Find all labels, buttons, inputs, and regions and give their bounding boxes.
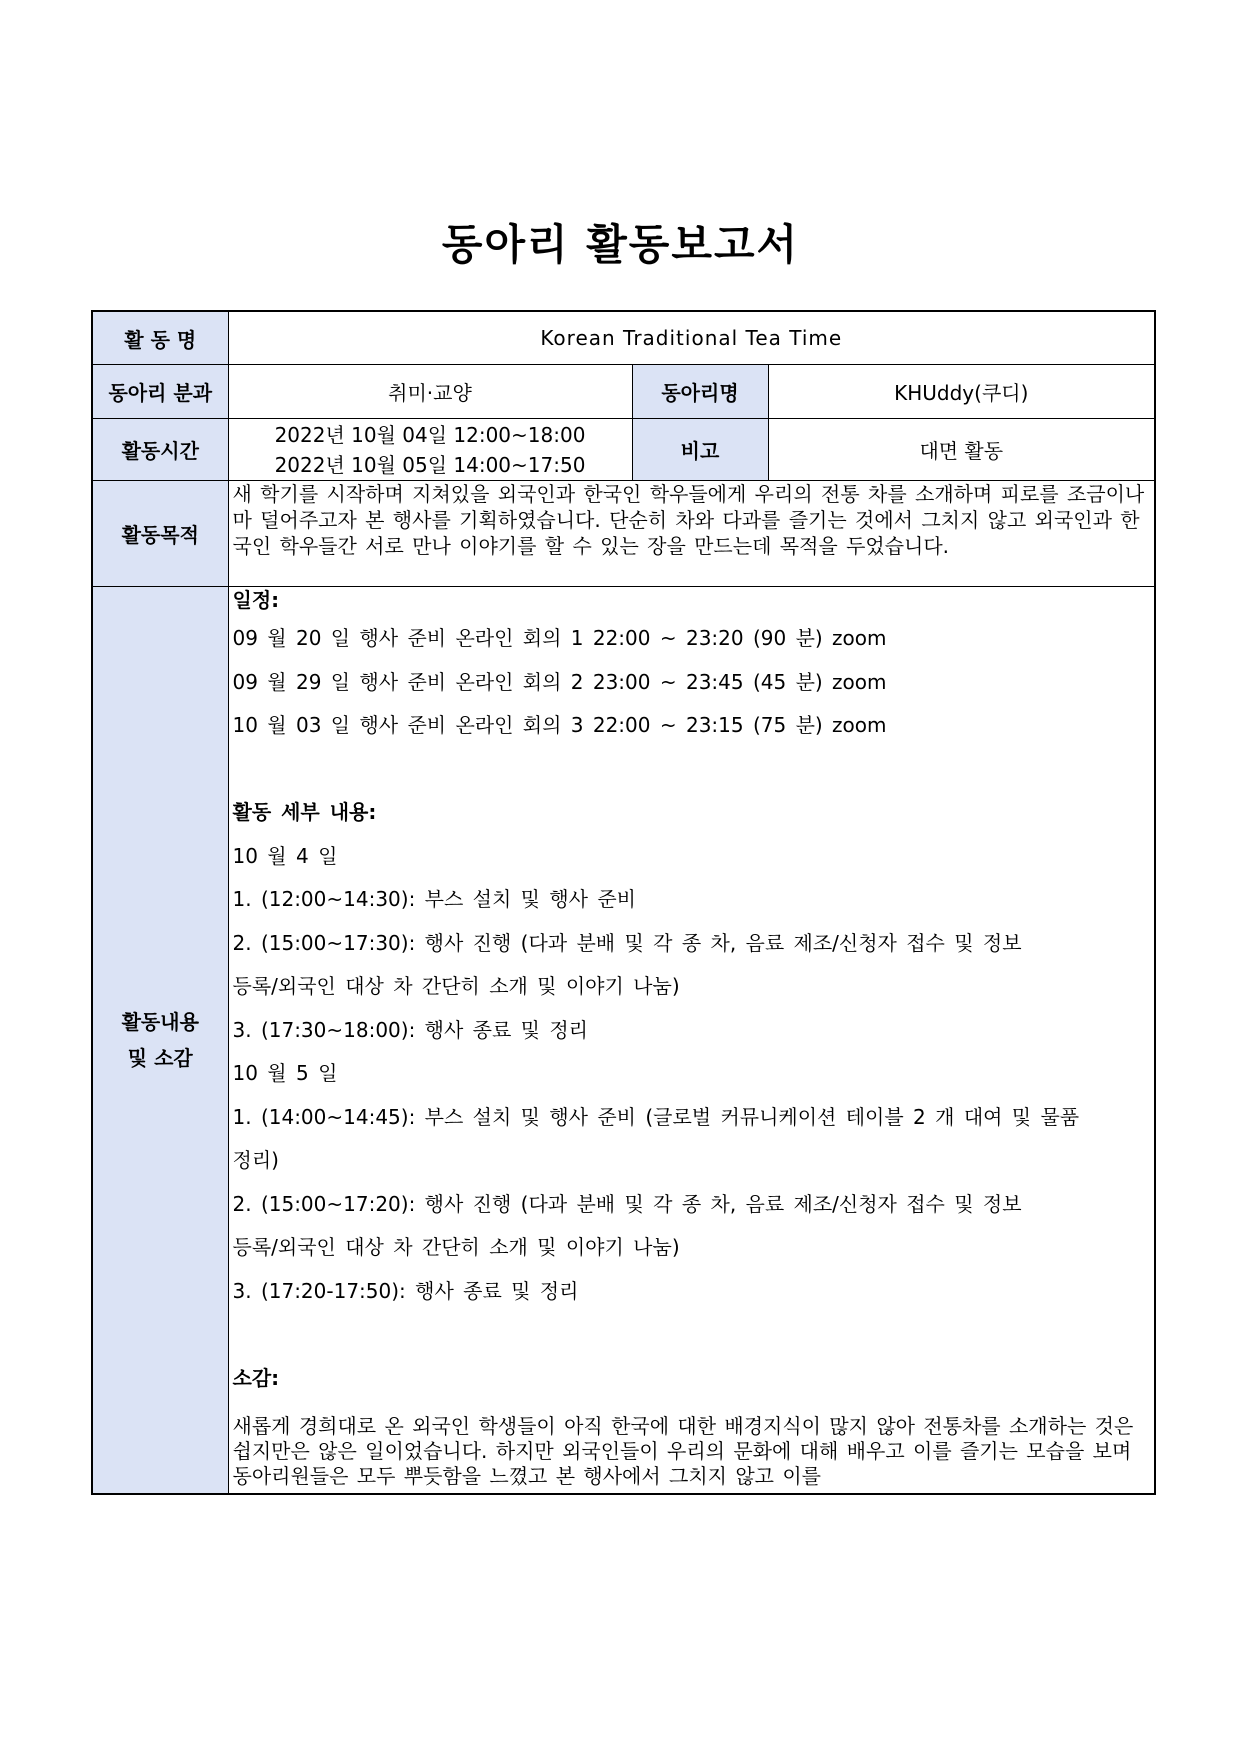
- details-heading: 활동 세부 내용:: [232, 800, 377, 824]
- label-purpose: 활동목적: [92, 481, 228, 587]
- schedule-item: 09 월 29 일 행사 준비 온라인 회의 2 23:00 ~ 23:45 (45 분) zoom: [232, 669, 887, 694]
- details-line: 정리): [232, 1148, 279, 1172]
- label-activity-time: 활동시간: [92, 419, 228, 481]
- label-content-line-2: 및 소감: [127, 1046, 193, 1070]
- row-purpose: [92, 481, 1155, 587]
- label-club-name: 동아리명: [632, 365, 768, 419]
- impression-text: 새롭게 경희대로 온 외국인 학생들이 아직 한국에 대한 배경지식이 많지 않아 전통차를 소개하는 것은 쉽지만은 않은 일이었습니다. 하지만 외국인들이 우리의 문화에 대해 배우고 이를 즐기는 모습을 보며 동아리원들은 모두 뿌듯함을 느꼈고 본 행사에서 그치지 않고 이를: [232, 1414, 1134, 1488]
- activity-time-line-1: 2022년 10월 04일 12:00~18:00: [274, 422, 586, 447]
- activity-time-line-2: 2022년 10월 05일 14:00~17:50: [274, 452, 586, 477]
- value-content: [228, 587, 1155, 1495]
- row-activity-time: [92, 419, 1155, 481]
- spacer: [233, 1313, 1151, 1357]
- label-note: 비고: [632, 419, 768, 481]
- details-line: 2. (15:00~17:30): 행사 진행 (다과 분배 및 각 종 차, 음료 제조/신청자 접수 및 정보: [232, 930, 1022, 955]
- value-purpose: 새 학기를 시작하며 지쳐있을 외국인과 한국인 학우들에게 우리의 전통 차를 소개하며 피로를 조금이나마 덜어주고자 본 행사를 기획하였습니다. 단순히 차와 다과를 즐기는 것에서 그치지 않고 외국인과 한국인 학우들간 서로 만나 이야기를 할 수 있는 장을 만드는데 목적을 두었습니다.: [228, 481, 1155, 587]
- details-line: 2. (15:00~17:20): 행사 진행 (다과 분배 및 각 종 차, 음료 제조/신청자 접수 및 정보: [232, 1191, 1022, 1216]
- details-line: 3. (17:20-17:50): 행사 종료 및 정리: [232, 1278, 579, 1303]
- value-activity-time: [228, 419, 632, 481]
- details-line: 1. (14:00~14:45): 부스 설치 및 행사 준비 (글로벌 커뮤니케이션 테이블 2 개 대여 및 물품: [232, 1104, 1080, 1129]
- row-activity-name: [92, 311, 1155, 365]
- details-line: 3. (17:30~18:00): 행사 종료 및 정리: [232, 1017, 588, 1042]
- schedule-heading: 일정:: [232, 588, 280, 612]
- report-table: [91, 310, 1156, 1495]
- row-category: [92, 365, 1155, 419]
- details-line: 1. (12:00~14:30): 부스 설치 및 행사 준비: [232, 887, 636, 911]
- label-activity-name: 활 동 명: [92, 311, 228, 365]
- details-line: 10 월 4 일: [232, 843, 338, 868]
- details-line: 등록/외국인 대상 차 간단히 소개 및 이야기 나눔): [232, 1235, 680, 1259]
- label-content-line-1: 활동내용: [121, 1010, 199, 1034]
- row-content: [92, 587, 1155, 1495]
- schedule-item: 09 월 20 일 행사 준비 온라인 회의 1 22:00 ~ 23:20 (90 분) zoom: [232, 626, 887, 650]
- value-club-name: KHUddy(쿠디): [768, 365, 1155, 419]
- spacer: [233, 748, 1151, 792]
- impression-heading: 소감:: [232, 1365, 280, 1390]
- value-category: 취미·교양: [228, 365, 632, 419]
- value-note: 대면 활동: [768, 419, 1155, 481]
- label-category: 동아리 분과: [92, 365, 228, 419]
- label-content: [92, 587, 228, 1495]
- page-title: 동아리 활동보고서: [441, 220, 800, 269]
- value-activity-name: Korean Traditional Tea Time: [228, 311, 1155, 365]
- schedule-item: 10 월 03 일 행사 준비 온라인 회의 3 22:00 ~ 23:15 (75 분) zoom: [232, 713, 887, 737]
- details-line: 등록/외국인 대상 차 간단히 소개 및 이야기 나눔): [232, 974, 680, 998]
- details-line: 10 월 5 일: [232, 1061, 338, 1085]
